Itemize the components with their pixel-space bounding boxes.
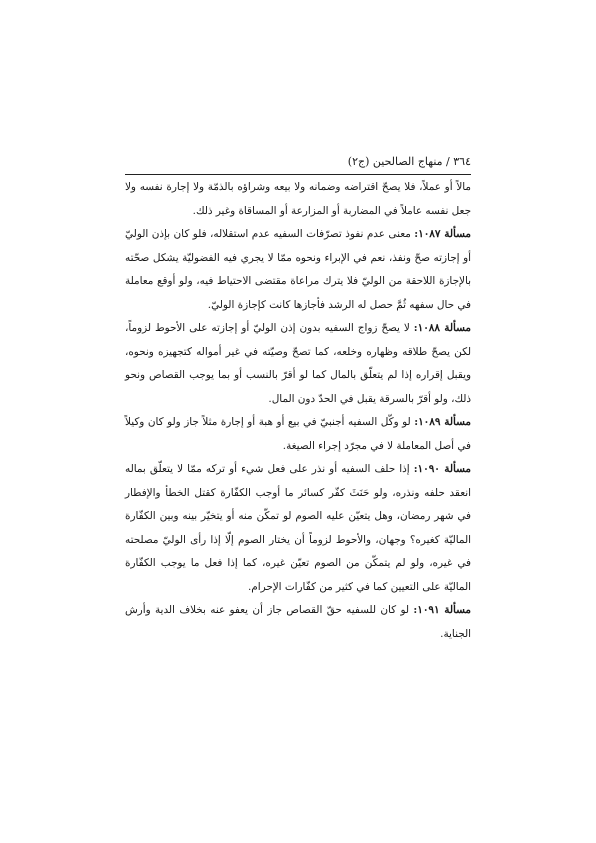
- paragraph-text: لو كان للسفيه حقّ القصاص جاز أن يعفو عنه بخلاف الدية وأرش الجناية.: [125, 604, 471, 640]
- issue-number: مسألة ١٠٨٨:: [413, 322, 471, 334]
- running-title: ٣٦٤ / منهاج الصالحين (ج٢): [347, 155, 471, 168]
- paragraph: [125, 223, 471, 317]
- page-header: [125, 150, 471, 175]
- paragraph-text: معنى عدم نفوذ تصرّفات السفيه عدم استقلاله، فلو كان بإذن الوليّ أو إجازته صحّ ونفذ، نعم في الإبراء ونحوه ممّا لا يجري فيه الفضوليّة يشكل صحّته بالإجازة اللاحقة من الوليّ فلا يترك مراعاة مقتضى الاحتياط فيه، ولو أوقع معاملة في حال سفهه ثُمَّ حصل له الرشد فأجازها كانت كإجازة الوليّ.: [125, 228, 471, 311]
- paragraph-text: لو وكّل السفيه أجنبيّ في بيع أو هبة أو إجارة مثلاً جاز ولو كان وكيلاً في أصل المعاملة لا في مجرّد إجراء الصيغة.: [125, 416, 471, 452]
- issue-number: مسألة ١٠٨٩:: [414, 416, 471, 428]
- issue-number: مسألة ١٠٨٧:: [414, 228, 471, 240]
- page-body: [125, 176, 471, 646]
- paragraph-text: مالاً أو عملاً، فلا يصحّ اقتراضه وضمانه ولا بيعه وشراؤه بالذمّة ولا إجارة نفسه ولا جعل نفسه عاملاً في المضاربة أو المزارعة أو المساقاة وغير ذلك.: [125, 181, 471, 217]
- paragraph: [125, 411, 471, 458]
- paragraph: [125, 176, 471, 223]
- issue-number: مسألة ١٠٩٠:: [413, 463, 472, 475]
- paragraph: [125, 599, 471, 646]
- paragraph: [125, 317, 471, 411]
- paragraph-text: لا يصحّ زواج السفيه بدون إذن الوليّ أو إجازته على الأحوط لزوماً، لكن يصحّ طلاقه وظهاره وخلعه، كما تصحّ وصيّته في غير أمواله كتجهيزه ونحوه، ويقبل إقراره إذا لم يتعلّق بالمال كما لو أقرّ بالنسب أو بما يوجب القصاص ونحو ذلك، ولو أقرّ بالسرقة يقبل في الحدّ دون المال.: [125, 322, 471, 405]
- paragraph: [125, 458, 471, 599]
- issue-number: مسألة ١٠٩١:: [413, 604, 472, 616]
- paragraph-text: إذا حلف السفيه أو نذر على فعل شيء أو تركه ممّا لا يتعلّق بماله انعقد حلفه ونذره، ولو حَنَثَ كفّر كسائر ما أوجب الكفّارة كقتل الخطأ والإفطار في شهر رمضان، وهل يتعيّن عليه الصوم لو تمكّن منه أو يتخيّر بينه وبين الكفّارة الماليّة كغيره؟ وجهان، والأحوط لزوماً أن يختار الصوم إلّا إذا رأى الوليّ مصلحته في غيره، ولو لم يتمكّن من الصوم تعيّن غيره، كما إذا فعل ما يوجب الكفّارة الماليّة على التعيين كما في كثير من كفّارات الإحرام.: [125, 463, 471, 593]
